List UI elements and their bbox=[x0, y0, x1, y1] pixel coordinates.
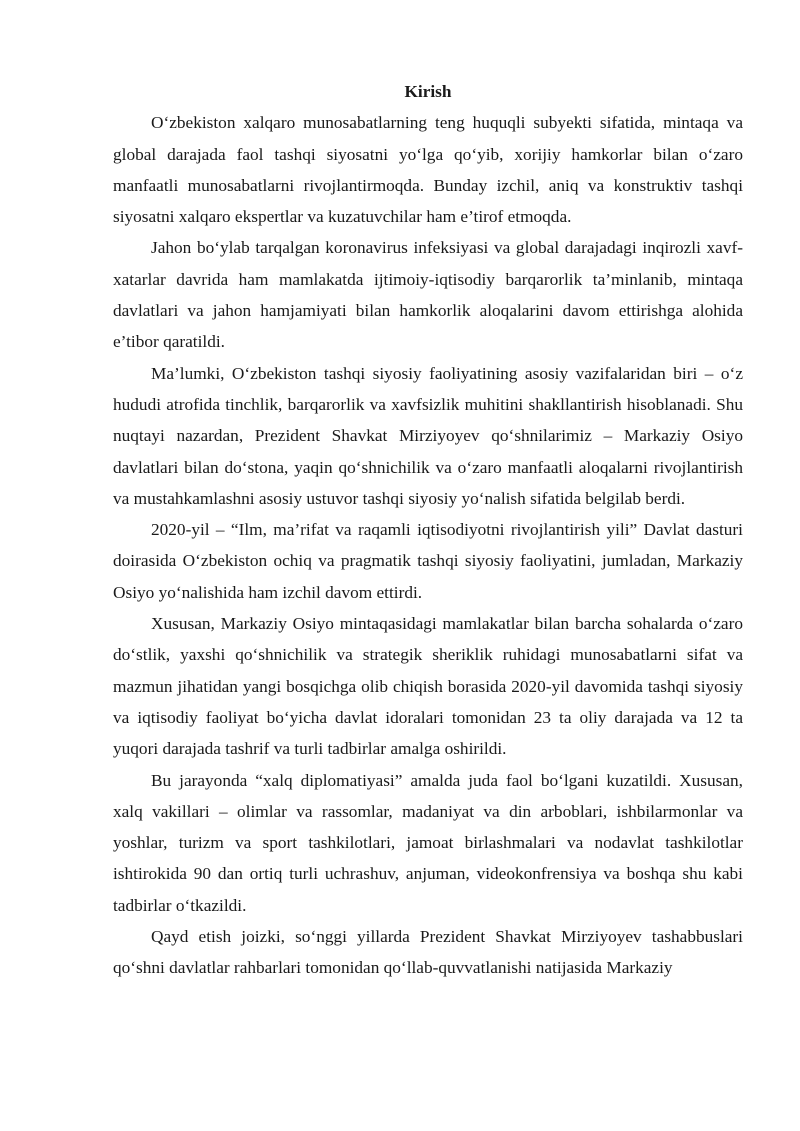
document-title: Kirish bbox=[404, 82, 452, 101]
paragraph: O‘zbekiston xalqaro munosabatlarning teng huquqli subyekti sifatida, mintaqa va global darajada faol tashqi siyosatni yo‘lga qo‘yib, xorijiy hamkorlar bilan o‘zaro manfaatli munosabatlarni rivojlantirmoqda. Bunday izchil, aniq va konstruktiv tashqi siyosatni xalqaro ekspertlar va kuzatuvchilar ham e’tirof etmoqda. bbox=[113, 113, 743, 227]
paragraph: Ma’lumki, O‘zbekiston tashqi siyosiy faoliyatining asosiy vazifalaridan biri – o‘z hududi atrofida tinchlik, barqarorlik va xavfsizlik muhitini shakllantirish hisoblanadi. Shu nuqtayi nazardan, Prezident Shavkat Mirziyoyev qo‘shnilarimiz – Markaziy Osiyo davlatlari bilan do‘stona, yaqin qo‘shnichilik va o‘zaro manfaatli aloqalarni rivojlantirish va mustahkamlashni asosiy ustuvor tashqi siyosiy yo‘nalish sifatida belgilab berdi. bbox=[113, 363, 743, 508]
paragraph: Jahon bo‘ylab tarqalgan koronavirus infeksiyasi va global darajadagi inqirozli xavf-xatarlar davrida ham mamlakatda ijtimoiy-iqtisodiy barqarorlik ta’minlanib, mintaqa davlatlari va jahon hamjamiyati bilan hamkorlik aloqalarini davom ettirishga alohida e’tibor qaratildi. bbox=[113, 238, 743, 352]
paragraph: Qayd etish joizki, so‘nggi yillarda Prezident Shavkat Mirziyoyev tashabbuslari qo‘shni davlatlar rahbarlari tomonidan qo‘llab-quvvatlanishi natijasida Markaziy bbox=[113, 927, 743, 978]
paragraph: 2020-yil – “Ilm, ma’rifat va raqamli iqtisodiyotni rivojlantirish yili” Davlat dasturi doirasida O‘zbekiston ochiq va pragmatik tashqi siyosiy faoliyatini, jumladan, Markaziy Osiyo yo‘nalishida ham izchil davom ettirdi. bbox=[113, 520, 743, 602]
paragraph: Xususan, Markaziy Osiyo mintaqasidagi mamlakatlar bilan barcha sohalarda o‘zaro do‘stlik, yaxshi qo‘shnichilik va strategik sheriklik ruhidagi munosabatlarni sifat va mazmun jihatidan yangi bosqichga olib chiqish borasida 2020-yil davomida tashqi siyosiy va iqtisodiy faoliyat bo‘yicha davlat idoralari tomonidan 23 ta oliy darajada va 12 ta yuqori darajada tashrif va turli tadbirlar amalga oshirildi. bbox=[113, 614, 743, 759]
document-body bbox=[113, 76, 743, 984]
paragraph: Bu jarayonda “xalq diplomatiyasi” amalda juda faol bo‘lgani kuzatildi. Xususan, xalq vakillari – olimlar va rassomlar, madaniyat va din arboblari, ishbilarmonlar va yoshlar, turizm va sport tashkilotlari, jamoat birlashmalari va nodavlat tashkilotlar ishtirokida 90 dan ortiq turli uchrashuv, anjuman, videokonfrensiya va boshqa shu kabi tadbirlar o‘tkazildi. bbox=[113, 770, 743, 915]
